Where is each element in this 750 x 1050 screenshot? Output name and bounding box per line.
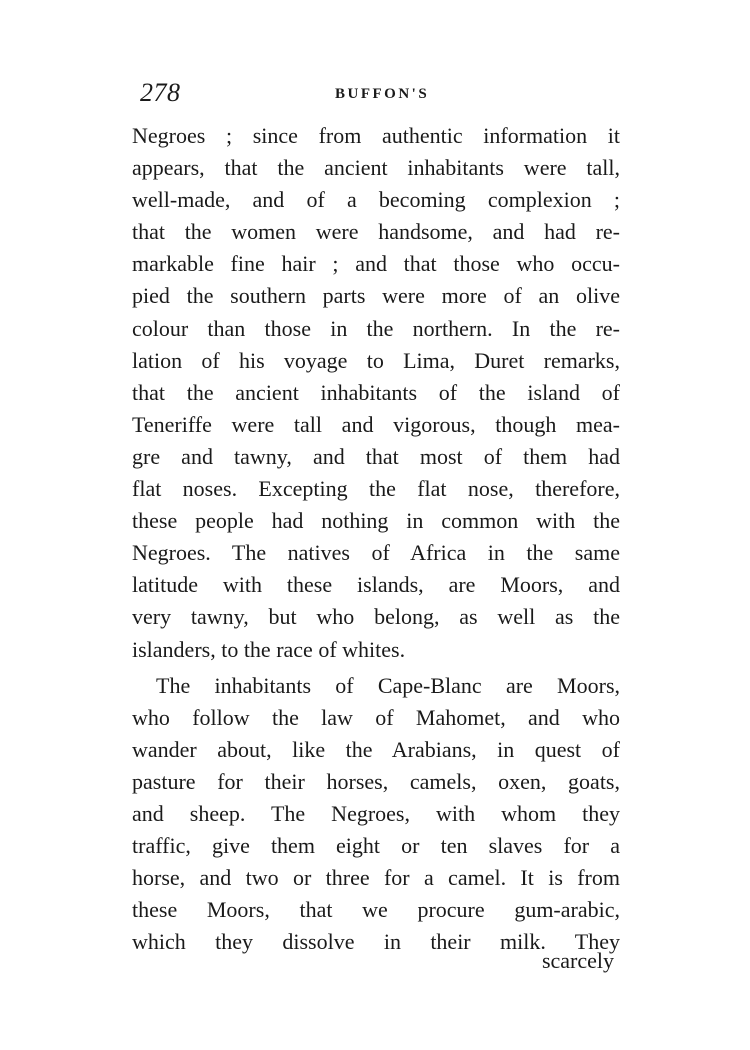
- text-line: and sheep. The Negroes, with whom they: [132, 800, 620, 826]
- body-text: [132, 120, 620, 958]
- page-header: [140, 78, 620, 112]
- text-line: which they dissolve in their milk. They: [132, 929, 620, 955]
- text-line: flat noses. Excepting the flat nose, therefore,: [132, 476, 620, 502]
- text-line: these Moors, that we procure gum-arabic,: [132, 897, 620, 923]
- text-line: The inhabitants of Cape-Blanc are Moors,: [156, 672, 620, 698]
- text-line: wander about, like the Arabians, in quest of: [132, 736, 620, 762]
- text-line: well-made, and of a becoming complexion ;: [132, 187, 620, 213]
- text-line: traffic, give them eight or ten slaves for a: [132, 833, 620, 859]
- text-line: markable fine hair ; and that those who occu-: [132, 251, 620, 277]
- text-line: colour than those in the northern. In the re-: [132, 315, 620, 341]
- text-line: pied the southern parts were more of an olive: [132, 283, 620, 309]
- text-line: horse, and two or three for a camel. It is from: [132, 865, 620, 891]
- text-line: pasture for their horses, camels, oxen, goats,: [132, 768, 620, 794]
- text-line: Negroes ; since from authentic information it: [132, 123, 620, 148]
- paragraph: [132, 120, 620, 666]
- text-line: appears, that the ancient inhabitants were tall,: [132, 155, 620, 181]
- text-line: that the ancient inhabitants of the island of: [132, 379, 620, 405]
- catchword: scarcely: [541, 948, 614, 973]
- text-line: that the women were handsome, and had re-: [132, 219, 620, 245]
- text-line: who follow the law of Mahomet, and who: [132, 704, 620, 730]
- text-line: gre and tawny, and that most of them had: [132, 443, 620, 469]
- page-number: 278: [140, 78, 181, 107]
- text-line: islanders, to the race of whites.: [132, 636, 406, 662]
- text-line: Negroes. The natives of Africa in the same: [132, 540, 620, 566]
- running-head: BUFFON'S: [335, 86, 430, 102]
- text-line: lation of his voyage to Lima, Duret remarks,: [132, 347, 620, 373]
- text-line: latitude with these islands, are Moors, and: [132, 572, 620, 598]
- text-line: these people had nothing in common with the: [132, 508, 620, 534]
- paragraph: [132, 670, 620, 959]
- text-line: Teneriffe were tall and vigorous, though mea-: [132, 411, 620, 437]
- text-line: very tawny, but who belong, as well as the: [132, 604, 620, 630]
